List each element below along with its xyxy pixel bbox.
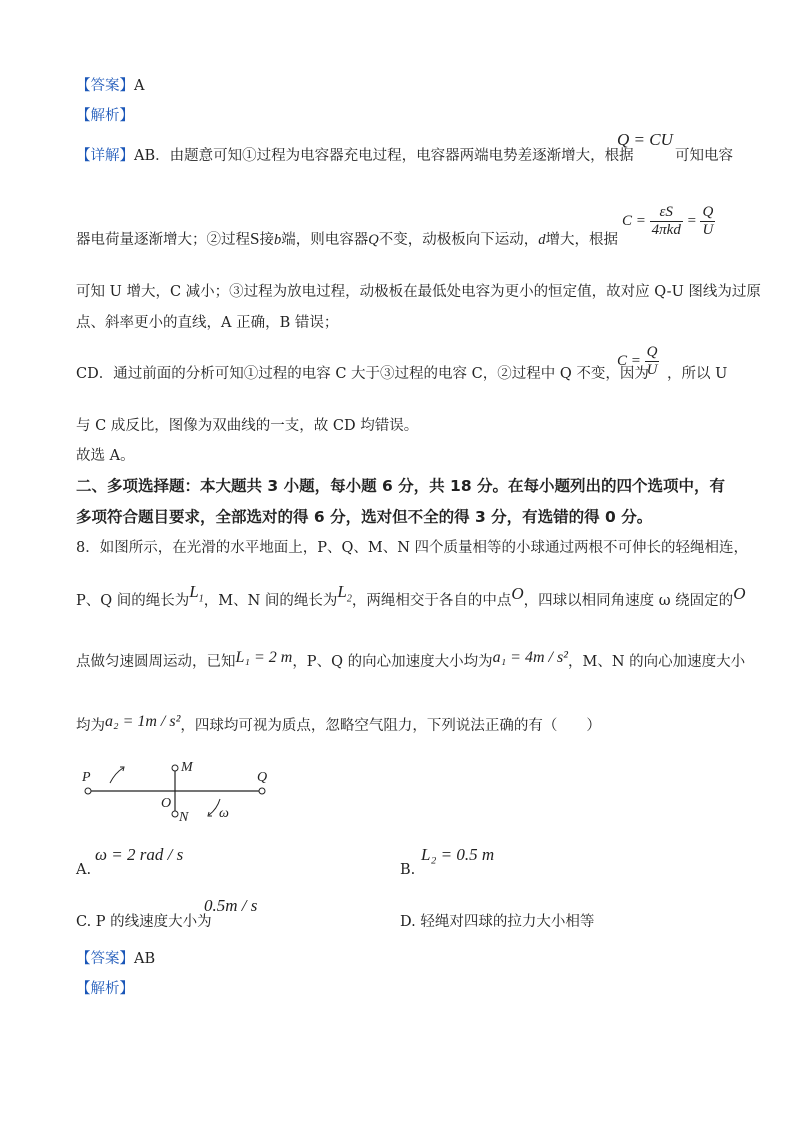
frac-num: Q: [702, 204, 714, 220]
section-heading-2: 多项符合题目要求，全部选对的得 6 分，选对但不全的得 3 分，有选错的得 0 分。: [76, 508, 653, 526]
detail-line-2: [76, 229, 618, 250]
rope-diagram: [70, 755, 300, 830]
frac-den: U: [646, 362, 658, 378]
option-d-text: D. 轻绳对四球的拉力大小相等: [400, 914, 595, 930]
fraction-qu: [645, 344, 660, 379]
q8-line-3: [76, 649, 746, 672]
option-c-formula: 0.5m / s: [204, 896, 258, 915]
detail-line-5-end: ，所以 U: [667, 366, 728, 382]
label-m: M: [181, 760, 193, 775]
frac-num: Q: [646, 344, 658, 360]
text-span: 点做匀速圆周运动，已知: [76, 654, 236, 670]
ball-q: [259, 788, 265, 794]
label-p: P: [82, 770, 91, 785]
label-n: N: [179, 810, 189, 825]
q8-answer-line: [76, 949, 155, 969]
detail-tag: 【详解】: [76, 148, 134, 164]
q8-line-2: [76, 582, 746, 617]
option-b-label: B.: [400, 862, 416, 878]
detail-line-4: 点、斜率更小的直线，A 正确，B 错误；: [76, 315, 339, 331]
formula-eq: =: [686, 212, 697, 229]
text-span: P、Q 间的绳长为: [76, 593, 190, 609]
section-heading-1: 二、多项选择题：本大题共 3 小题，每小题 6 分，共 18 分。在每小题列出的四个选项中，有: [76, 477, 726, 495]
var-d: d: [538, 232, 546, 248]
ball-n: [172, 811, 178, 817]
ball-p: [85, 788, 91, 794]
detail-line-1: [76, 146, 634, 166]
label-o: O: [161, 796, 172, 811]
var-o: O: [733, 584, 746, 603]
text-span: 端，则电容器: [281, 232, 369, 248]
ball-m: [172, 765, 178, 771]
option-c-text: C. P 的线速度大小为: [76, 914, 212, 930]
option-a-label: A.: [76, 862, 92, 878]
frac-den: U: [702, 222, 714, 238]
var-letter: L: [337, 582, 347, 601]
answer-tag: 【答案】: [76, 78, 134, 94]
text-span: 接: [259, 232, 274, 248]
var-o: O: [511, 584, 524, 603]
detail-text: AB．由题意可知①过程为电容器充电过程，电容器两端电势差逐渐增大，根据: [134, 148, 634, 164]
option-a-formula: ω = 2 rad / s: [95, 845, 184, 864]
formula-capacitance: [622, 204, 715, 239]
q7-answer-line: [76, 76, 144, 96]
frac-num: εS: [650, 204, 683, 222]
analysis-tag: 【解析】: [76, 108, 134, 124]
q8-line-1: 8．如图所示，在光滑的水平地面上，P、Q、M、N 四个质量相等的小球通过两根不可伸长的轻绳相连，: [76, 540, 749, 556]
text-span: ，M、N 间的绳长为: [203, 593, 338, 609]
answer-value: AB: [134, 951, 156, 967]
fraction-qu: [700, 204, 715, 239]
var-l1: [189, 582, 204, 605]
formula-c-qu: [617, 344, 659, 379]
var-q: Q: [368, 232, 379, 248]
text-span: ，四球均可视为质点，忽略空气阻力，下列说法正确的有（ ）: [180, 718, 601, 734]
text-span: ，两绳相交于各自的中点: [351, 593, 512, 609]
detail-line-7: 故选 A。: [76, 448, 135, 464]
label-q: Q: [257, 770, 268, 785]
formula-q-cu: Q = CU: [617, 130, 673, 149]
text-span: 增大，根据: [545, 232, 618, 248]
var-letter: L: [189, 582, 199, 601]
switch-s: S: [250, 229, 260, 248]
detail-line-1-end: 可知电容: [675, 148, 733, 164]
text-span: ，P、Q 的向心加速度大小均为: [292, 654, 493, 670]
text-span: 器电荷量逐渐增大；②过程: [76, 232, 250, 248]
rotation-arrow-icon: [110, 768, 123, 783]
text-span: 均为: [76, 718, 105, 734]
frac-den: 4πkd: [651, 222, 681, 238]
given-l1: L₁ = 2 m: [235, 649, 293, 666]
option-b-formula: L₂ = 0.5 m: [421, 845, 495, 864]
text-span: ，四球以相同角速度 ω 绕固定的: [523, 593, 734, 609]
fraction-es: [650, 204, 683, 239]
given-a2: a₂ = 1m / s²: [105, 713, 181, 730]
q8-line-4: [76, 713, 601, 736]
detail-line-5: CD．通过前面的分析可知①过程的电容 C 大于③过程的电容 C，②过程中 Q 不变，因为: [76, 366, 649, 382]
analysis-tag: 【解析】: [76, 981, 134, 997]
formula-lhs: C =: [622, 212, 646, 229]
var-sub: 2: [346, 593, 352, 605]
formula-lhs: C =: [617, 352, 641, 369]
detail-line-6: 与 C 成反比，图像为双曲线的一支，故 CD 均错误。: [76, 418, 419, 434]
label-omega: ω: [219, 806, 229, 821]
text-span: ，M、N 的向心加速度大小: [567, 654, 746, 670]
var-l2: [337, 582, 352, 605]
answer-value: A: [134, 78, 145, 94]
var-b: b: [273, 232, 282, 248]
var-sub: 1: [198, 593, 204, 605]
text-span: 不变，动极板向下运动，: [378, 232, 539, 248]
answer-tag: 【答案】: [76, 951, 134, 967]
given-a1: a₁ = 4m / s²: [492, 649, 568, 666]
detail-line-3: 可知 U 增大，C 减小；③过程为放电过程，动极板在最低处电容为更小的恒定值，故对应 Q-U 图线为过原: [76, 284, 761, 300]
